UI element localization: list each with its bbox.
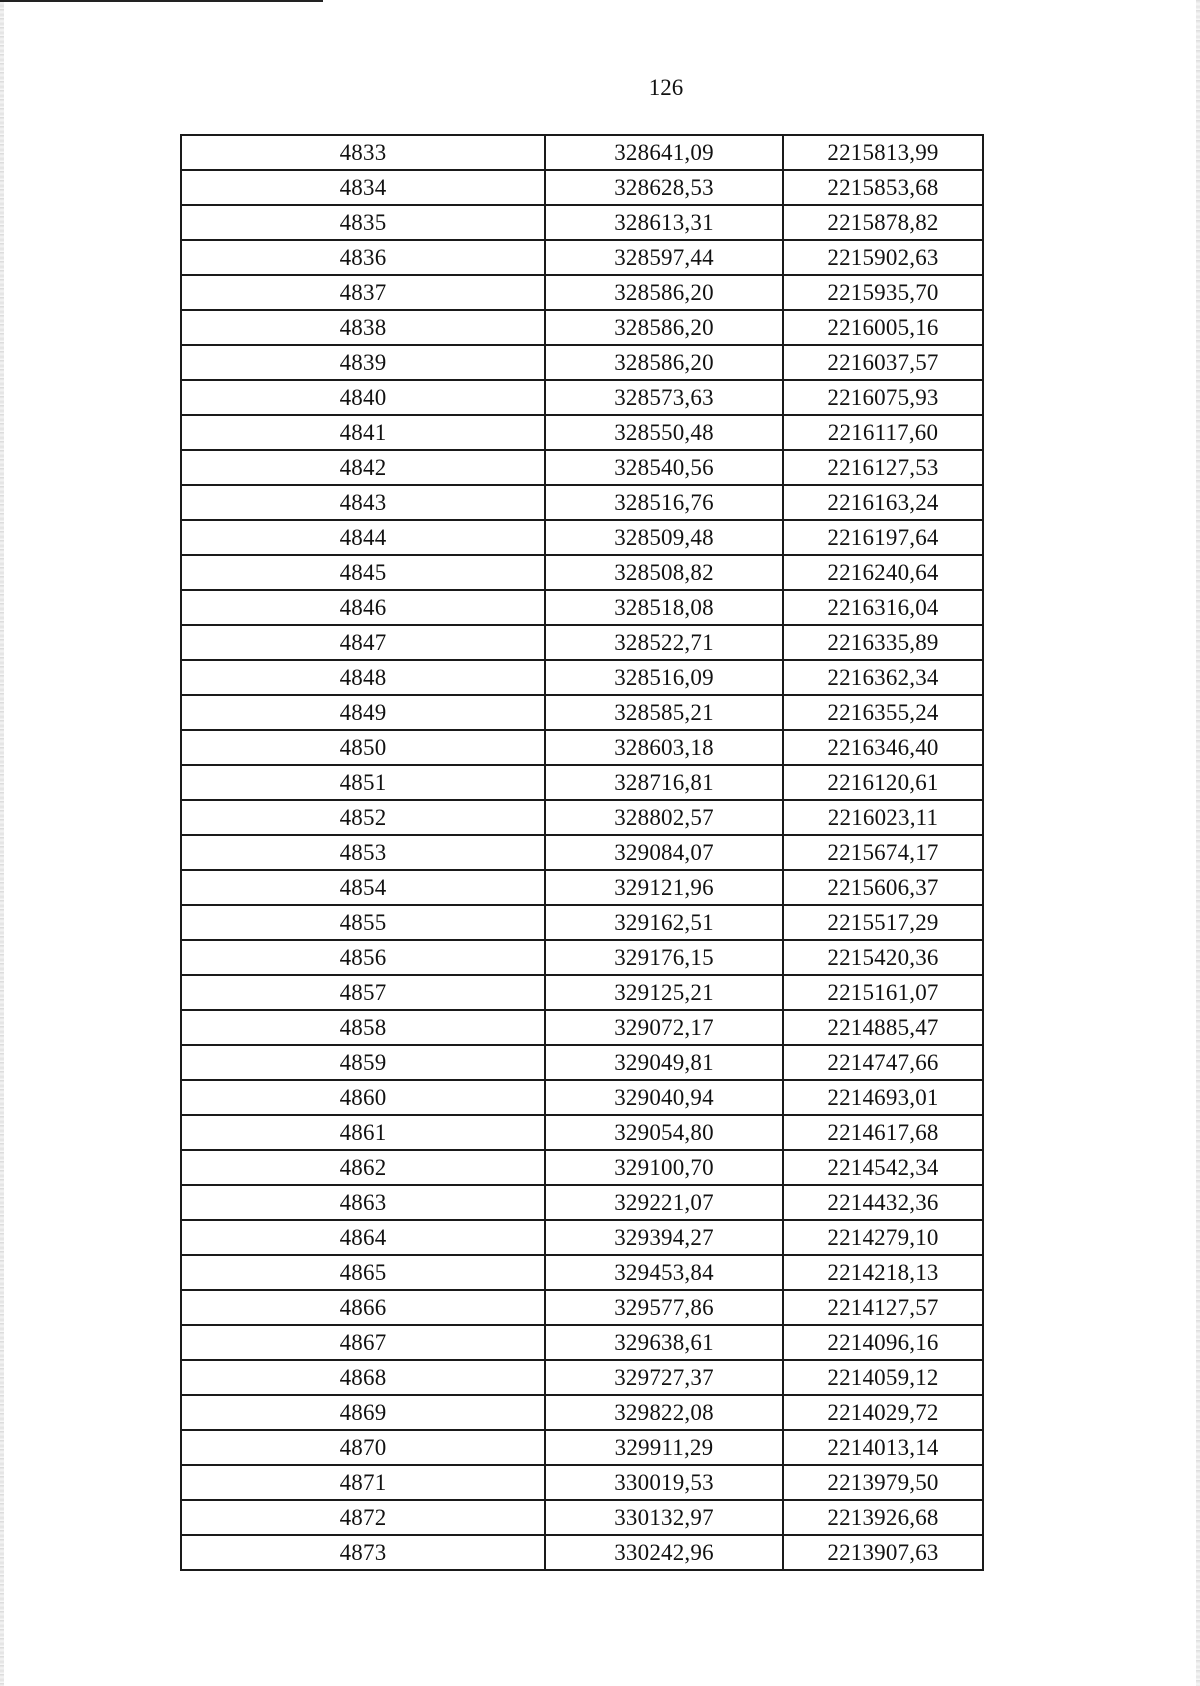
y-coordinate-cell: 2215902,63: [783, 240, 983, 275]
point-number-cell: 4864: [181, 1220, 545, 1255]
y-coordinate-cell: 2214127,57: [783, 1290, 983, 1325]
x-coordinate-cell: 329822,08: [545, 1395, 783, 1430]
x-coordinate-cell: 329040,94: [545, 1080, 783, 1115]
table-row: [181, 1325, 983, 1360]
y-coordinate-cell: 2216117,60: [783, 415, 983, 450]
y-coordinate-cell: 2215517,29: [783, 905, 983, 940]
x-coordinate-cell: 329453,84: [545, 1255, 783, 1290]
x-coordinate-cell: 328540,56: [545, 450, 783, 485]
point-number-cell: 4869: [181, 1395, 545, 1430]
y-coordinate-cell: 2216075,93: [783, 380, 983, 415]
x-coordinate-cell: 329176,15: [545, 940, 783, 975]
table-row: [181, 240, 983, 275]
x-coordinate-cell: 328518,08: [545, 590, 783, 625]
point-number-cell: 4856: [181, 940, 545, 975]
y-coordinate-cell: 2214013,14: [783, 1430, 983, 1465]
x-coordinate-cell: 328516,76: [545, 485, 783, 520]
x-coordinate-cell: 329727,37: [545, 1360, 783, 1395]
y-coordinate-cell: 2216197,64: [783, 520, 983, 555]
y-coordinate-cell: 2215420,36: [783, 940, 983, 975]
y-coordinate-cell: 2216127,53: [783, 450, 983, 485]
table-row: [181, 1430, 983, 1465]
table-row: [181, 765, 983, 800]
y-coordinate-cell: 2216355,24: [783, 695, 983, 730]
y-coordinate-cell: 2216240,64: [783, 555, 983, 590]
point-number-cell: 4868: [181, 1360, 545, 1395]
y-coordinate-cell: 2215878,82: [783, 205, 983, 240]
point-number-cell: 4845: [181, 555, 545, 590]
table-row: [181, 1465, 983, 1500]
x-coordinate-cell: 329049,81: [545, 1045, 783, 1080]
table-row: [181, 730, 983, 765]
table-row: [181, 485, 983, 520]
point-number-cell: 4867: [181, 1325, 545, 1360]
point-number-cell: 4871: [181, 1465, 545, 1500]
y-coordinate-cell: 2215935,70: [783, 275, 983, 310]
point-number-cell: 4870: [181, 1430, 545, 1465]
point-number-cell: 4833: [181, 135, 545, 170]
x-coordinate-cell: 330242,96: [545, 1535, 783, 1570]
table-row: [181, 590, 983, 625]
point-number-cell: 4847: [181, 625, 545, 660]
point-number-cell: 4855: [181, 905, 545, 940]
y-coordinate-cell: 2215813,99: [783, 135, 983, 170]
table-row: [181, 695, 983, 730]
point-number-cell: 4840: [181, 380, 545, 415]
table-row: [181, 310, 983, 345]
point-number-cell: 4850: [181, 730, 545, 765]
table-row: [181, 1185, 983, 1220]
x-coordinate-cell: 328716,81: [545, 765, 783, 800]
table-row: [181, 520, 983, 555]
y-coordinate-cell: 2215161,07: [783, 975, 983, 1010]
y-coordinate-cell: 2215674,17: [783, 835, 983, 870]
y-coordinate-cell: 2214029,72: [783, 1395, 983, 1430]
coordinates-table-body: [181, 135, 983, 1570]
y-coordinate-cell: 2213979,50: [783, 1465, 983, 1500]
point-number-cell: 4861: [181, 1115, 545, 1150]
y-coordinate-cell: 2214218,13: [783, 1255, 983, 1290]
table-row: [181, 555, 983, 590]
point-number-cell: 4865: [181, 1255, 545, 1290]
y-coordinate-cell: 2214617,68: [783, 1115, 983, 1150]
x-coordinate-cell: 328586,20: [545, 310, 783, 345]
table-row: [181, 800, 983, 835]
table-row: [181, 905, 983, 940]
x-coordinate-cell: 328597,44: [545, 240, 783, 275]
x-coordinate-cell: 328603,18: [545, 730, 783, 765]
x-coordinate-cell: 328522,71: [545, 625, 783, 660]
table-row: [181, 1290, 983, 1325]
table-row: [181, 135, 983, 170]
y-coordinate-cell: 2216037,57: [783, 345, 983, 380]
table-row: [181, 1010, 983, 1045]
x-coordinate-cell: 329221,07: [545, 1185, 783, 1220]
point-number-cell: 4835: [181, 205, 545, 240]
x-coordinate-cell: 329072,17: [545, 1010, 783, 1045]
x-coordinate-cell: 329125,21: [545, 975, 783, 1010]
table-row: [181, 1360, 983, 1395]
header-rule: [0, 0, 323, 2]
table-row: [181, 1045, 983, 1080]
y-coordinate-cell: 2213926,68: [783, 1500, 983, 1535]
table-row: [181, 975, 983, 1010]
point-number-cell: 4839: [181, 345, 545, 380]
table-row: [181, 625, 983, 660]
point-number-cell: 4857: [181, 975, 545, 1010]
scan-edge-left: [0, 0, 4, 1686]
point-number-cell: 4849: [181, 695, 545, 730]
x-coordinate-cell: 328509,48: [545, 520, 783, 555]
table-row: [181, 1080, 983, 1115]
table-row: [181, 835, 983, 870]
x-coordinate-cell: 328585,21: [545, 695, 783, 730]
table-row: [181, 1535, 983, 1570]
point-number-cell: 4843: [181, 485, 545, 520]
table-row: [181, 1500, 983, 1535]
table-row: [181, 450, 983, 485]
y-coordinate-cell: 2216316,04: [783, 590, 983, 625]
point-number-cell: 4853: [181, 835, 545, 870]
x-coordinate-cell: 328508,82: [545, 555, 783, 590]
x-coordinate-cell: 329911,29: [545, 1430, 783, 1465]
point-number-cell: 4866: [181, 1290, 545, 1325]
table-row: [181, 1220, 983, 1255]
y-coordinate-cell: 2216163,24: [783, 485, 983, 520]
x-coordinate-cell: 328573,63: [545, 380, 783, 415]
y-coordinate-cell: 2214885,47: [783, 1010, 983, 1045]
point-number-cell: 4836: [181, 240, 545, 275]
x-coordinate-cell: 329638,61: [545, 1325, 783, 1360]
table-row: [181, 1255, 983, 1290]
x-coordinate-cell: 329084,07: [545, 835, 783, 870]
x-coordinate-cell: 328586,20: [545, 275, 783, 310]
scan-edge-right: [1196, 0, 1200, 1686]
y-coordinate-cell: 2214059,12: [783, 1360, 983, 1395]
point-number-cell: 4842: [181, 450, 545, 485]
y-coordinate-cell: 2216335,89: [783, 625, 983, 660]
point-number-cell: 4838: [181, 310, 545, 345]
x-coordinate-cell: 329162,51: [545, 905, 783, 940]
x-coordinate-cell: 328516,09: [545, 660, 783, 695]
x-coordinate-cell: 328641,09: [545, 135, 783, 170]
x-coordinate-cell: 328802,57: [545, 800, 783, 835]
x-coordinate-cell: 328613,31: [545, 205, 783, 240]
y-coordinate-cell: 2216120,61: [783, 765, 983, 800]
y-coordinate-cell: 2213907,63: [783, 1535, 983, 1570]
point-number-cell: 4860: [181, 1080, 545, 1115]
y-coordinate-cell: 2214542,34: [783, 1150, 983, 1185]
y-coordinate-cell: 2215853,68: [783, 170, 983, 205]
x-coordinate-cell: 329054,80: [545, 1115, 783, 1150]
point-number-cell: 4846: [181, 590, 545, 625]
x-coordinate-cell: 329100,70: [545, 1150, 783, 1185]
table-row: [181, 380, 983, 415]
point-number-cell: 4848: [181, 660, 545, 695]
table-row: [181, 1150, 983, 1185]
x-coordinate-cell: 328628,53: [545, 170, 783, 205]
y-coordinate-cell: 2216362,34: [783, 660, 983, 695]
table-row: [181, 870, 983, 905]
y-coordinate-cell: 2215606,37: [783, 870, 983, 905]
point-number-cell: 4859: [181, 1045, 545, 1080]
x-coordinate-cell: 329394,27: [545, 1220, 783, 1255]
point-number-cell: 4862: [181, 1150, 545, 1185]
point-number-cell: 4858: [181, 1010, 545, 1045]
y-coordinate-cell: 2214432,36: [783, 1185, 983, 1220]
y-coordinate-cell: 2214279,10: [783, 1220, 983, 1255]
x-coordinate-cell: 329577,86: [545, 1290, 783, 1325]
y-coordinate-cell: 2214693,01: [783, 1080, 983, 1115]
point-number-cell: 4863: [181, 1185, 545, 1220]
x-coordinate-cell: 329121,96: [545, 870, 783, 905]
point-number-cell: 4834: [181, 170, 545, 205]
y-coordinate-cell: 2216005,16: [783, 310, 983, 345]
y-coordinate-cell: 2214096,16: [783, 1325, 983, 1360]
table-row: [181, 345, 983, 380]
point-number-cell: 4841: [181, 415, 545, 450]
coordinates-table: [180, 134, 984, 1571]
point-number-cell: 4852: [181, 800, 545, 835]
point-number-cell: 4872: [181, 1500, 545, 1535]
point-number-cell: 4837: [181, 275, 545, 310]
table-row: [181, 275, 983, 310]
y-coordinate-cell: 2214747,66: [783, 1045, 983, 1080]
table-row: [181, 1395, 983, 1430]
page-number: 126: [648, 75, 684, 100]
x-coordinate-cell: 330132,97: [545, 1500, 783, 1535]
table-row: [181, 415, 983, 450]
table-row: [181, 1115, 983, 1150]
table-row: [181, 660, 983, 695]
point-number-cell: 4854: [181, 870, 545, 905]
y-coordinate-cell: 2216023,11: [783, 800, 983, 835]
point-number-cell: 4873: [181, 1535, 545, 1570]
table-row: [181, 940, 983, 975]
y-coordinate-cell: 2216346,40: [783, 730, 983, 765]
table-row: [181, 205, 983, 240]
point-number-cell: 4851: [181, 765, 545, 800]
x-coordinate-cell: 328550,48: [545, 415, 783, 450]
x-coordinate-cell: 328586,20: [545, 345, 783, 380]
x-coordinate-cell: 330019,53: [545, 1465, 783, 1500]
table-row: [181, 170, 983, 205]
point-number-cell: 4844: [181, 520, 545, 555]
